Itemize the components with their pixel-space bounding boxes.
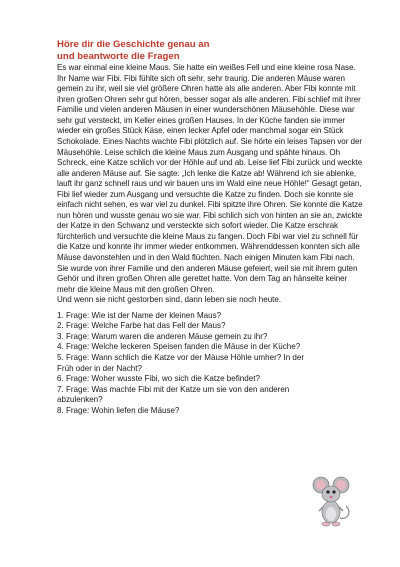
question-item: 7. Frage: Was machte Fibi mit der Katze um sie von den anderen abzulenken?: [57, 384, 290, 405]
question-item: 4. Frage: Welche leckeren Speisen fanden die Mäuse in der Küche?: [57, 342, 301, 352]
question-item: 8. Frage: Wohin liefen die Mäuse?: [57, 405, 180, 415]
question-item: 2. Frage: Welche Farbe hat das Fell der Maus?: [57, 321, 226, 331]
worksheet-page: [57, 39, 367, 416]
mouse-illustration-icon: [312, 476, 352, 528]
question-list: [57, 311, 307, 416]
question-item: 5. Frage: Wann schlich die Katze vor der Mäuse Höhle umher? In der Früh oder in der Nacht?: [57, 352, 305, 373]
question-item: 3. Frage: Warum waren die anderen Mäuse gemein zu ihr?: [57, 331, 268, 341]
question-item: 1. Frage: Wie ist der Name der kleinen Maus?: [57, 310, 222, 320]
title-line-2: und beantworte die Fragen: [57, 50, 180, 62]
story-text: Es war einmal eine kleine Maus. Sie hatte ein weißes Fell und eine kleine rosa Nase. Ihr Name war Fibi. Fibi fühlte sich oft sehr, sehr traurig. Die anderen Mäuse waren gemein zu ihr, weil sie viel größere Ohren hatte als alle anderen. Aber Fibi konnte mit ihren großen Ohren sehr gut hören, besser sogar als alle anderen. Fibi schlief mit ihrer Familie und vielen anderen Mäusen in einer wunderschönen Mäusehöhle. Diese war sehr gut versteckt, im Keller eines großen Hauses. In der Küche fanden sie immer wieder ein großes Stück Käse, einen lecker Apfel oder manchmal sogar ein Stück Schokolade. Eines Nachts wachte Fibi plötzlich auf. Sie hörte ein leises Tapsen vor der Mäusehöhle. Leise schlich die kleine Maus zum Ausgang und spähte hinaus. Oh Schreck, eine Katze schlich vor der Höhle auf und ab. Leise lief Fibi zurück und weckte alle anderen Mäuse auf. Sie sagte: „Ich lenke die Katze ab! Während ich sie ablenke, lauft ihr ganz schnell raus und wir bauen uns im Wald eine neue Höhle!“ Gesagt getan, Fibi lief wieder zum Ausgang und versuchte die Katze zu finden. Doch sie konnte sie einfach nicht sehen, es war viel zu dunkel. Fibi spitzte ihre Ohren. Sie konnte die Katze nun hören und wusste genau wo sie war. Fibi schlich sich von hinten an sie an, zwickte der Katze in den Schwanz und versteckte sich sofort wieder. Die Katze erschrak fürchterlich und versuchte die kleine Maus zu fangen. Doch Fibi war viel zu schnell für die Katze und konnte ihr immer wieder entkommen. Währenddessen konnten sich alle Mäuse davonstehlen und in den Wald flüchten. Nach einigen Minuten kam Fibi nach. Sie wurde von ihrer Familie und den anderen Mäuse gefeiert, weil sie mit ihrem guten Gehör und ihren großen Ohren alle gerettet hatte. Von dem Tag an hänselte keiner mehr die kleine Maus mit den großen Ohren.: [57, 63, 363, 294]
worksheet-title: [57, 39, 367, 62]
question-item: 6. Frage: Woher wusste Fibi, wo sich die Katze befindet?: [57, 374, 260, 384]
title-line-1: Höre dir die Geschichte genau an: [57, 39, 210, 50]
story-ending: Und wenn sie nicht gestorben sind, dann leben sie noch heute.: [57, 295, 282, 305]
